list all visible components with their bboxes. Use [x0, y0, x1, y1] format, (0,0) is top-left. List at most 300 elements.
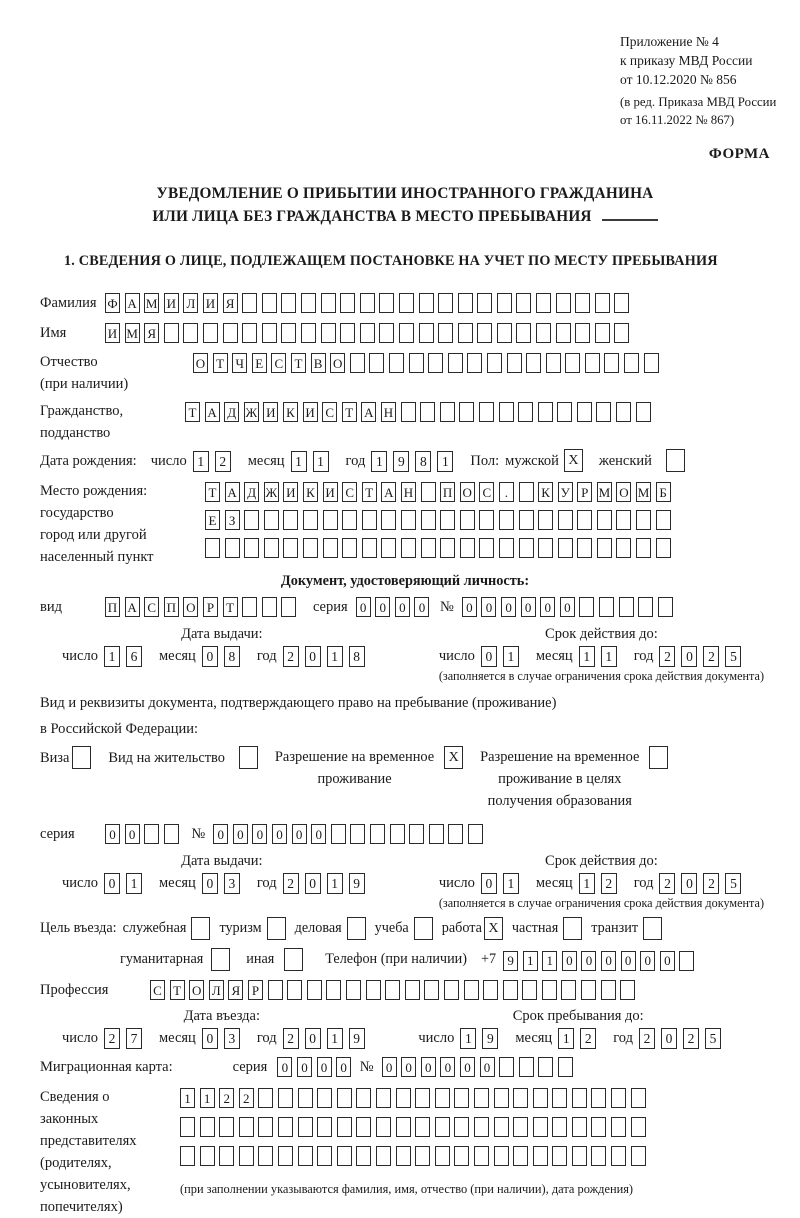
char-cell[interactable] — [464, 980, 479, 1000]
char-cell[interactable] — [340, 323, 355, 343]
char-cell[interactable] — [575, 323, 590, 343]
char-cell[interactable] — [522, 980, 537, 1000]
char-cell[interactable] — [164, 824, 179, 844]
char-cell[interactable] — [595, 323, 610, 343]
char-cell[interactable]: 0 — [462, 597, 477, 617]
char-cell[interactable]: С — [144, 597, 159, 617]
char-cell[interactable] — [454, 1088, 469, 1108]
char-cell[interactable]: 0 — [213, 824, 228, 844]
char-cell[interactable]: 2 — [215, 451, 231, 472]
char-cell[interactable] — [337, 1146, 352, 1166]
char-cell[interactable] — [479, 510, 494, 530]
char-cell[interactable] — [479, 538, 494, 558]
char-cell[interactable] — [579, 597, 594, 617]
female-checkbox[interactable] — [666, 449, 685, 472]
char-cell[interactable]: 1 — [104, 646, 120, 667]
char-cell[interactable]: О — [189, 980, 204, 1000]
char-cell[interactable]: 9 — [349, 873, 365, 894]
char-cell[interactable] — [429, 824, 444, 844]
char-cell[interactable] — [356, 1117, 371, 1137]
char-cell[interactable]: С — [322, 402, 337, 422]
char-cell[interactable] — [281, 293, 296, 313]
char-cell[interactable]: 0 — [292, 824, 307, 844]
char-cell[interactable] — [303, 538, 318, 558]
char-cell[interactable] — [519, 510, 534, 530]
char-cell[interactable] — [401, 402, 416, 422]
char-cell[interactable] — [519, 1057, 534, 1077]
char-cell[interactable] — [356, 1146, 371, 1166]
char-cell[interactable]: 0 — [382, 1057, 397, 1077]
char-cell[interactable] — [379, 293, 394, 313]
char-cell[interactable] — [183, 323, 198, 343]
char-cell[interactable]: Т — [213, 353, 228, 373]
char-cell[interactable] — [636, 510, 651, 530]
purpose-work-checkbox[interactable]: X — [484, 917, 503, 940]
char-cell[interactable] — [317, 1146, 332, 1166]
char-cell[interactable]: 1 — [503, 646, 519, 667]
char-cell[interactable]: 2 — [283, 873, 299, 894]
char-cell[interactable] — [262, 323, 277, 343]
char-cell[interactable] — [631, 1117, 646, 1137]
char-cell[interactable]: 3 — [224, 873, 240, 894]
char-cell[interactable] — [656, 510, 671, 530]
char-cell[interactable] — [538, 538, 553, 558]
char-cell[interactable] — [435, 1146, 450, 1166]
char-cell[interactable]: А — [125, 597, 140, 617]
char-cell[interactable] — [376, 1088, 391, 1108]
char-cell[interactable] — [552, 1088, 567, 1108]
char-cell[interactable]: 2 — [219, 1088, 234, 1108]
char-cell[interactable]: И — [263, 402, 278, 422]
char-cell[interactable]: К — [303, 482, 318, 502]
char-cell[interactable] — [616, 402, 631, 422]
char-cell[interactable] — [499, 1057, 514, 1077]
char-cell[interactable]: 0 — [305, 873, 321, 894]
char-cell[interactable]: 9 — [503, 951, 518, 971]
char-cell[interactable]: 1 — [180, 1088, 195, 1108]
char-cell[interactable] — [516, 323, 531, 343]
purpose-transit-checkbox[interactable] — [643, 917, 662, 940]
char-cell[interactable]: 1 — [371, 451, 387, 472]
char-cell[interactable] — [244, 538, 259, 558]
residence-permit-checkbox[interactable] — [239, 746, 258, 769]
char-cell[interactable]: 0 — [105, 824, 120, 844]
char-cell[interactable]: 1 — [313, 451, 329, 472]
char-cell[interactable]: 8 — [415, 451, 431, 472]
char-cell[interactable]: П — [164, 597, 179, 617]
char-cell[interactable] — [301, 323, 316, 343]
char-cell[interactable]: 1 — [542, 951, 557, 971]
char-cell[interactable] — [616, 510, 631, 530]
char-cell[interactable] — [180, 1117, 195, 1137]
char-cell[interactable] — [340, 293, 355, 313]
char-cell[interactable] — [415, 1117, 430, 1137]
char-cell[interactable]: М — [125, 323, 140, 343]
char-cell[interactable] — [599, 597, 614, 617]
char-cell[interactable]: Т — [291, 353, 306, 373]
char-cell[interactable] — [262, 597, 277, 617]
char-cell[interactable] — [526, 353, 541, 373]
char-cell[interactable]: 0 — [317, 1057, 332, 1077]
char-cell[interactable] — [219, 1117, 234, 1137]
char-cell[interactable] — [283, 538, 298, 558]
char-cell[interactable]: 6 — [126, 646, 142, 667]
char-cell[interactable]: 0 — [305, 1028, 321, 1049]
char-cell[interactable]: У — [558, 482, 573, 502]
char-cell[interactable] — [385, 980, 400, 1000]
char-cell[interactable] — [331, 824, 346, 844]
char-cell[interactable] — [360, 293, 375, 313]
char-cell[interactable]: Я — [228, 980, 243, 1000]
char-cell[interactable] — [591, 1117, 606, 1137]
char-cell[interactable]: Е — [205, 510, 220, 530]
char-cell[interactable]: Н — [401, 482, 416, 502]
char-cell[interactable] — [323, 510, 338, 530]
char-cell[interactable] — [298, 1146, 313, 1166]
char-cell[interactable]: 0 — [305, 646, 321, 667]
char-cell[interactable] — [494, 1117, 509, 1137]
char-cell[interactable] — [303, 510, 318, 530]
char-cell[interactable] — [467, 353, 482, 373]
char-cell[interactable]: 0 — [375, 597, 390, 617]
char-cell[interactable] — [614, 323, 629, 343]
char-cell[interactable]: 2 — [580, 1028, 596, 1049]
purpose-study-checkbox[interactable] — [414, 917, 433, 940]
char-cell[interactable]: 5 — [725, 646, 741, 667]
char-cell[interactable]: 0 — [202, 646, 218, 667]
char-cell[interactable] — [477, 323, 492, 343]
char-cell[interactable] — [597, 510, 612, 530]
char-cell[interactable] — [499, 402, 514, 422]
char-cell[interactable]: К — [538, 482, 553, 502]
char-cell[interactable] — [516, 293, 531, 313]
char-cell[interactable] — [558, 1057, 573, 1077]
char-cell[interactable]: С — [342, 482, 357, 502]
char-cell[interactable] — [459, 402, 474, 422]
char-cell[interactable] — [350, 353, 365, 373]
char-cell[interactable] — [454, 1146, 469, 1166]
char-cell[interactable] — [200, 1117, 215, 1137]
char-cell[interactable] — [460, 538, 475, 558]
char-cell[interactable] — [323, 538, 338, 558]
char-cell[interactable] — [533, 1088, 548, 1108]
char-cell[interactable] — [379, 323, 394, 343]
char-cell[interactable] — [513, 1088, 528, 1108]
char-cell[interactable]: 0 — [125, 824, 140, 844]
char-cell[interactable] — [474, 1088, 489, 1108]
char-cell[interactable] — [518, 402, 533, 422]
char-cell[interactable] — [264, 538, 279, 558]
char-cell[interactable] — [307, 980, 322, 1000]
char-cell[interactable] — [556, 323, 571, 343]
char-cell[interactable] — [281, 597, 296, 617]
char-cell[interactable]: 1 — [558, 1028, 574, 1049]
char-cell[interactable]: 0 — [252, 824, 267, 844]
char-cell[interactable] — [499, 510, 514, 530]
char-cell[interactable]: 2 — [659, 873, 675, 894]
char-cell[interactable] — [317, 1117, 332, 1137]
char-cell[interactable] — [614, 293, 629, 313]
char-cell[interactable] — [483, 980, 498, 1000]
temp-residence-education-checkbox[interactable] — [649, 746, 668, 769]
char-cell[interactable]: Т — [362, 482, 377, 502]
char-cell[interactable]: Б — [656, 482, 671, 502]
char-cell[interactable]: 0 — [540, 597, 555, 617]
char-cell[interactable]: 8 — [224, 646, 240, 667]
char-cell[interactable] — [596, 402, 611, 422]
char-cell[interactable]: А — [205, 402, 220, 422]
purpose-private-checkbox[interactable] — [563, 917, 582, 940]
char-cell[interactable]: И — [303, 402, 318, 422]
char-cell[interactable] — [585, 353, 600, 373]
char-cell[interactable]: В — [311, 353, 326, 373]
char-cell[interactable] — [428, 353, 443, 373]
char-cell[interactable] — [538, 1057, 553, 1077]
char-cell[interactable] — [326, 980, 341, 1000]
char-cell[interactable]: Т — [170, 980, 185, 1000]
char-cell[interactable] — [497, 293, 512, 313]
char-cell[interactable] — [611, 1117, 626, 1137]
char-cell[interactable] — [337, 1088, 352, 1108]
char-cell[interactable]: 0 — [460, 1057, 475, 1077]
char-cell[interactable] — [350, 824, 365, 844]
char-cell[interactable]: 0 — [562, 951, 577, 971]
char-cell[interactable] — [636, 402, 651, 422]
char-cell[interactable]: С — [479, 482, 494, 502]
char-cell[interactable] — [281, 323, 296, 343]
char-cell[interactable]: 0 — [660, 951, 675, 971]
char-cell[interactable]: 9 — [393, 451, 409, 472]
char-cell[interactable] — [370, 824, 385, 844]
char-cell[interactable] — [497, 323, 512, 343]
char-cell[interactable]: 1 — [437, 451, 453, 472]
char-cell[interactable] — [619, 597, 634, 617]
char-cell[interactable]: И — [203, 293, 218, 313]
char-cell[interactable] — [577, 402, 592, 422]
char-cell[interactable] — [558, 538, 573, 558]
char-cell[interactable]: И — [323, 482, 338, 502]
char-cell[interactable] — [460, 510, 475, 530]
char-cell[interactable] — [561, 980, 576, 1000]
char-cell[interactable] — [258, 1117, 273, 1137]
char-cell[interactable] — [164, 323, 179, 343]
purpose-business-checkbox[interactable] — [347, 917, 366, 940]
char-cell[interactable]: М — [144, 293, 159, 313]
char-cell[interactable]: 0 — [481, 597, 496, 617]
char-cell[interactable] — [200, 1146, 215, 1166]
char-cell[interactable] — [448, 824, 463, 844]
char-cell[interactable]: Р — [203, 597, 218, 617]
char-cell[interactable] — [362, 538, 377, 558]
char-cell[interactable]: 0 — [336, 1057, 351, 1077]
char-cell[interactable] — [420, 402, 435, 422]
char-cell[interactable] — [264, 510, 279, 530]
char-cell[interactable]: 0 — [661, 1028, 677, 1049]
char-cell[interactable] — [577, 510, 592, 530]
char-cell[interactable] — [223, 323, 238, 343]
char-cell[interactable] — [321, 293, 336, 313]
char-cell[interactable] — [552, 1117, 567, 1137]
char-cell[interactable] — [536, 293, 551, 313]
char-cell[interactable] — [494, 1146, 509, 1166]
char-cell[interactable]: 0 — [233, 824, 248, 844]
char-cell[interactable] — [575, 293, 590, 313]
char-cell[interactable] — [144, 824, 159, 844]
char-cell[interactable] — [401, 538, 416, 558]
char-cell[interactable]: П — [105, 597, 120, 617]
char-cell[interactable] — [337, 1117, 352, 1137]
temp-residence-checkbox[interactable]: X — [444, 746, 463, 769]
char-cell[interactable] — [565, 353, 580, 373]
purpose-other-checkbox[interactable] — [284, 948, 303, 971]
char-cell[interactable] — [356, 1088, 371, 1108]
char-cell[interactable]: Ж — [264, 482, 279, 502]
char-cell[interactable]: 0 — [277, 1057, 292, 1077]
char-cell[interactable]: 5 — [705, 1028, 721, 1049]
char-cell[interactable] — [595, 293, 610, 313]
char-cell[interactable]: Т — [205, 482, 220, 502]
char-cell[interactable] — [638, 597, 653, 617]
char-cell[interactable] — [546, 353, 561, 373]
char-cell[interactable]: 1 — [503, 873, 519, 894]
char-cell[interactable] — [415, 1088, 430, 1108]
char-cell[interactable] — [376, 1117, 391, 1137]
char-cell[interactable] — [577, 538, 592, 558]
char-cell[interactable] — [360, 323, 375, 343]
char-cell[interactable] — [656, 538, 671, 558]
char-cell[interactable] — [438, 323, 453, 343]
char-cell[interactable]: Р — [577, 482, 592, 502]
char-cell[interactable]: 0 — [481, 873, 497, 894]
char-cell[interactable]: 7 — [126, 1028, 142, 1049]
char-cell[interactable] — [239, 1146, 254, 1166]
char-cell[interactable]: 8 — [349, 646, 365, 667]
char-cell[interactable] — [558, 510, 573, 530]
char-cell[interactable] — [278, 1117, 293, 1137]
char-cell[interactable] — [435, 1088, 450, 1108]
char-cell[interactable]: Н — [381, 402, 396, 422]
char-cell[interactable]: 0 — [395, 597, 410, 617]
char-cell[interactable] — [415, 1146, 430, 1166]
char-cell[interactable] — [557, 402, 572, 422]
char-cell[interactable]: 0 — [501, 597, 516, 617]
char-cell[interactable] — [390, 824, 405, 844]
char-cell[interactable] — [244, 510, 259, 530]
char-cell[interactable] — [401, 510, 416, 530]
char-cell[interactable] — [658, 597, 673, 617]
char-cell[interactable] — [519, 538, 534, 558]
char-cell[interactable] — [631, 1146, 646, 1166]
char-cell[interactable]: Ж — [244, 402, 259, 422]
char-cell[interactable]: Р — [248, 980, 263, 1000]
char-cell[interactable] — [362, 510, 377, 530]
char-cell[interactable] — [419, 293, 434, 313]
char-cell[interactable]: 3 — [224, 1028, 240, 1049]
purpose-humanitarian-checkbox[interactable] — [211, 948, 230, 971]
char-cell[interactable]: 0 — [440, 1057, 455, 1077]
char-cell[interactable]: 2 — [601, 873, 617, 894]
char-cell[interactable] — [454, 1117, 469, 1137]
char-cell[interactable]: 0 — [421, 1057, 436, 1077]
char-cell[interactable]: О — [460, 482, 475, 502]
char-cell[interactable]: А — [225, 482, 240, 502]
char-cell[interactable]: 0 — [481, 646, 497, 667]
char-cell[interactable] — [601, 980, 616, 1000]
char-cell[interactable]: Я — [144, 323, 159, 343]
char-cell[interactable] — [538, 402, 553, 422]
char-cell[interactable]: 1 — [523, 951, 538, 971]
char-cell[interactable] — [342, 510, 357, 530]
char-cell[interactable] — [396, 1146, 411, 1166]
char-cell[interactable]: Я — [223, 293, 238, 313]
char-cell[interactable]: 0 — [104, 873, 120, 894]
char-cell[interactable] — [591, 1146, 606, 1166]
char-cell[interactable]: 1 — [327, 1028, 343, 1049]
char-cell[interactable] — [283, 510, 298, 530]
char-cell[interactable] — [262, 293, 277, 313]
char-cell[interactable]: О — [193, 353, 208, 373]
char-cell[interactable] — [440, 510, 455, 530]
char-cell[interactable] — [321, 323, 336, 343]
char-cell[interactable] — [342, 538, 357, 558]
visa-checkbox[interactable] — [72, 746, 91, 769]
char-cell[interactable] — [631, 1088, 646, 1108]
char-cell[interactable] — [424, 980, 439, 1000]
char-cell[interactable]: К — [283, 402, 298, 422]
char-cell[interactable]: 0 — [681, 646, 697, 667]
char-cell[interactable] — [419, 323, 434, 343]
char-cell[interactable]: 1 — [327, 646, 343, 667]
char-cell[interactable] — [487, 353, 502, 373]
char-cell[interactable]: Т — [185, 402, 200, 422]
char-cell[interactable] — [180, 1146, 195, 1166]
char-cell[interactable]: И — [283, 482, 298, 502]
char-cell[interactable] — [572, 1088, 587, 1108]
char-cell[interactable] — [533, 1146, 548, 1166]
male-checkbox[interactable]: X — [564, 449, 583, 472]
char-cell[interactable] — [298, 1117, 313, 1137]
char-cell[interactable]: 1 — [193, 451, 209, 472]
char-cell[interactable] — [278, 1146, 293, 1166]
char-cell[interactable]: М — [597, 482, 612, 502]
char-cell[interactable] — [644, 353, 659, 373]
char-cell[interactable] — [597, 538, 612, 558]
char-cell[interactable] — [624, 353, 639, 373]
char-cell[interactable]: 2 — [703, 646, 719, 667]
char-cell[interactable]: 0 — [202, 1028, 218, 1049]
char-cell[interactable]: 2 — [239, 1088, 254, 1108]
char-cell[interactable] — [474, 1117, 489, 1137]
char-cell[interactable]: Л — [183, 293, 198, 313]
char-cell[interactable]: А — [381, 482, 396, 502]
char-cell[interactable] — [381, 510, 396, 530]
char-cell[interactable]: С — [150, 980, 165, 1000]
char-cell[interactable] — [396, 1088, 411, 1108]
char-cell[interactable] — [479, 402, 494, 422]
char-cell[interactable] — [507, 353, 522, 373]
char-cell[interactable]: Ч — [232, 353, 247, 373]
char-cell[interactable] — [542, 980, 557, 1000]
char-cell[interactable] — [556, 293, 571, 313]
char-cell[interactable]: 9 — [349, 1028, 365, 1049]
char-cell[interactable]: 1 — [460, 1028, 476, 1049]
char-cell[interactable] — [572, 1146, 587, 1166]
char-cell[interactable]: 2 — [659, 646, 675, 667]
char-cell[interactable]: 0 — [480, 1057, 495, 1077]
purpose-official-checkbox[interactable] — [191, 917, 210, 940]
char-cell[interactable] — [242, 597, 257, 617]
char-cell[interactable] — [405, 980, 420, 1000]
